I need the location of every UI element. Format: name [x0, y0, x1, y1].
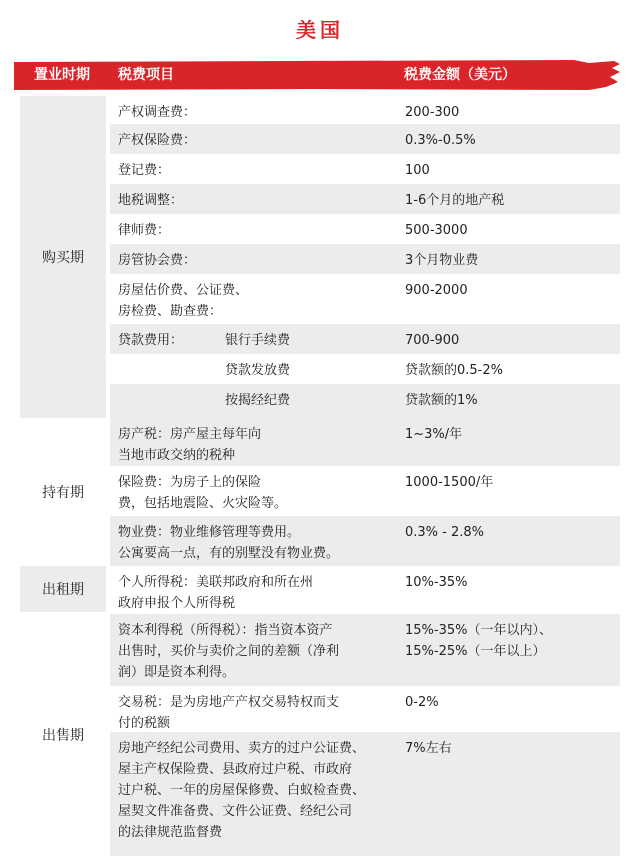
- row-amount: 500-3000: [405, 223, 468, 238]
- row-item: 登记费：: [118, 163, 171, 178]
- row-item: 产权保险费：: [118, 133, 197, 148]
- row-item: 律师费：: [118, 223, 171, 238]
- group-rent: 出租期: [20, 566, 106, 612]
- table-row: [110, 184, 620, 214]
- row-item: 房屋估价费、公证费、 房检费、勘查费：: [118, 283, 249, 319]
- table-row: [110, 354, 620, 384]
- row-amount: 3个月物业费: [405, 253, 479, 268]
- row-item: 资本利得税（所得税）：指当资本资产 出售时，买价与卖价之间的差额（净利 润）即是资本利得。: [118, 623, 340, 680]
- row-amount: 10%-35%: [405, 575, 468, 590]
- row-item: 房产税：房产屋主每年向 当地市政交纳的税种: [118, 427, 262, 463]
- row-subitem: 银行手续费: [225, 333, 291, 348]
- row-amount: 700-900: [405, 333, 460, 348]
- row-amount: 0.3% - 2.8%: [405, 525, 485, 540]
- row-item: 房管协会费：: [118, 253, 197, 268]
- table-row: [110, 516, 620, 566]
- row-item: 个人所得税：美联邦政府和所在州 政府申报个人所得税: [118, 575, 314, 611]
- header-item: 税费项目: [118, 67, 174, 83]
- table-row: [110, 732, 620, 856]
- row-amount: 7%左右: [405, 741, 452, 756]
- table-row: [110, 384, 620, 418]
- table-row: [110, 154, 620, 184]
- table-row: [110, 686, 620, 732]
- group-buy: 购买期: [20, 96, 106, 418]
- table-row: [110, 274, 620, 324]
- table-row: [110, 324, 620, 354]
- row-amount: 200-300: [405, 105, 460, 120]
- row-item: 房地产经纪公司费用、卖方的过户公证费、 屋主产权保险费、县政府过户税、市政府 过户税、一年的房屋保修费、白蚁检查费、 屋契文件准备费、文件公证费、经纪公司 的法律规范监督费: [118, 741, 366, 840]
- row-item: 地税调整：: [118, 193, 184, 208]
- row-amount: 0.3%-0.5%: [405, 133, 476, 148]
- table-row: [110, 214, 620, 244]
- row-amount: 900-2000: [405, 283, 468, 298]
- row-item: 产权调查费：: [118, 105, 197, 120]
- header-amount: 税费金额（美元）: [404, 67, 516, 83]
- table-row: [110, 244, 620, 274]
- row-amount: 1-6个月的地产税: [405, 193, 505, 208]
- table-row: [110, 96, 620, 124]
- table-row: [110, 614, 620, 686]
- header-period: 置业时期: [34, 67, 90, 83]
- row-amount: 1000-1500/年: [405, 475, 494, 490]
- row-amount: 100: [405, 163, 430, 178]
- row-item: 交易税：是为房地产产权交易特权而支 付的税额: [118, 695, 340, 731]
- table-header: [14, 60, 620, 90]
- row-subitem: 贷款发放费: [225, 363, 291, 378]
- table-row: [110, 418, 620, 466]
- row-amount: 贷款额的1%: [405, 393, 478, 408]
- row-amount: 0-2%: [405, 695, 439, 710]
- row-amount: 贷款额的0.5-2%: [405, 363, 503, 378]
- row-item: 贷款费用：: [118, 333, 184, 348]
- red-brush-banner: [14, 60, 620, 90]
- table-row: [110, 566, 620, 612]
- row-item: 保险费：为房子上的保险 费，包括地震险、火灾险等。: [118, 475, 288, 511]
- group-hold: 持有期: [20, 418, 106, 566]
- table-row: [110, 124, 620, 154]
- page-title: 美国: [296, 18, 344, 42]
- row-item: 物业费：物业维修管理等费用。 公寓要高一点，有的别墅没有物业费。: [118, 525, 340, 561]
- table-row: [110, 466, 620, 516]
- row-amount: 15%-35%（一年以内）、 15%-25%（一年以上）: [405, 623, 552, 659]
- row-amount: 1~3%/年: [405, 427, 463, 442]
- group-sell: 出售期: [20, 614, 106, 856]
- row-subitem: 按揭经纪费: [225, 393, 291, 408]
